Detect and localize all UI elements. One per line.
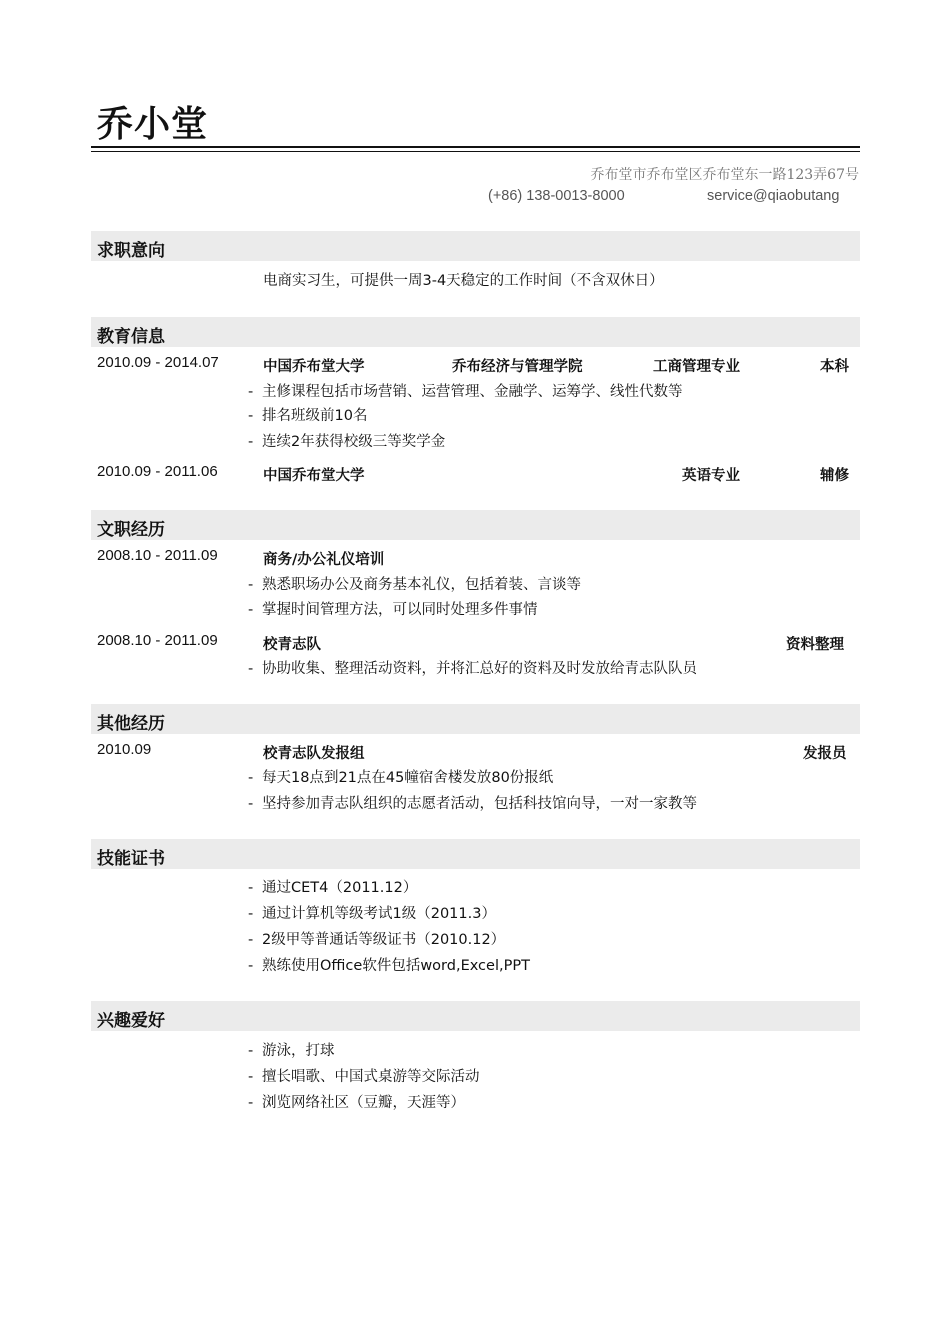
list-item-text: 浏览网络社区（豆瓣，天涯等） [262,1095,465,1111]
entry-org: 校青志队 [263,637,321,653]
bullet-dash: - [248,932,254,948]
section-title: 求职意向 [97,241,165,261]
phone: (+86) 138-0013-8000 [488,188,625,204]
entry-org: 校青志队发报组 [263,746,365,762]
degree-label: 辅修 [820,468,849,484]
list-item-text: 连续2年获得校级三等奖学金 [262,434,446,450]
address: 乔布堂市乔布堂区乔布堂东一路123弄67号 [590,167,859,183]
list-item [248,1039,335,1060]
bullet-dash: - [248,661,254,677]
bullet-dash: - [248,958,254,974]
bullet-dash: - [248,1069,254,1085]
bullet-dash: - [248,906,254,922]
bullet-dash: - [248,602,254,618]
bullet-dash: - [248,880,254,896]
section-title: 文职经历 [97,520,165,540]
section-other [91,704,860,734]
list-item-text: 通过CET4（2011.12） [262,880,418,896]
section-hobbies [91,1001,860,1031]
list-item [248,792,697,813]
email: service@qiaobutang [707,188,840,204]
bullet-dash: - [248,434,254,450]
entry-role: 资料整理 [786,637,844,653]
list-item-text: 熟悉职场办公及商务基本礼仪，包括着装、言谈等 [262,577,581,593]
section-title: 兴趣爱好 [97,1011,165,1031]
list-item-text: 通过计算机等级考试1级（2011.3） [262,906,496,922]
list-item [248,380,683,401]
entry-date: 2010.09 - 2011.06 [97,463,218,480]
section-objective [91,231,860,261]
list-item-text: 排名班级前10名 [262,408,368,424]
college-name: 乔布经济与管理学院 [452,359,583,375]
section-title: 技能证书 [97,849,165,869]
list-item [248,1065,480,1086]
section-skills [91,839,860,869]
school-name: 中国乔布堂大学 [263,359,365,375]
bullet-dash: - [248,1095,254,1111]
list-item-text: 主修课程包括市场营销、运营管理、金融学、运筹学、线性代数等 [262,384,683,400]
degree-label: 本科 [820,359,849,375]
list-item-text: 游泳，打球 [262,1043,335,1059]
list-item [248,598,538,619]
major-name: 工商管理专业 [653,359,740,375]
list-item [248,902,496,923]
section-title: 其他经历 [97,714,165,734]
list-item-text: 擅长唱歌、中国式桌游等交际活动 [262,1069,480,1085]
bullet-dash: - [248,1043,254,1059]
header-rule-thick [91,146,860,148]
list-item [248,430,445,451]
list-item-text: 协助收集、整理活动资料，并将汇总好的资料及时发放给青志队队员 [262,661,697,677]
bullet-dash: - [248,408,254,424]
entry-role: 发报员 [803,746,847,762]
bullet-dash: - [248,384,254,400]
resume-name: 乔小堂 [97,104,209,145]
section-title: 教育信息 [97,327,165,347]
header-rule-thin [91,151,860,152]
list-item [248,573,581,594]
entry-date: 2008.10 - 2011.09 [97,632,218,649]
list-item [248,876,417,897]
bullet-dash: - [248,770,254,786]
entry-date: 2010.09 [97,741,152,758]
entry-org: 商务/办公礼仪培训 [263,552,385,568]
list-item-text: 每天18点到21点在45幢宿舍楼发放80份报纸 [262,770,554,786]
list-item [248,1091,465,1112]
section-education [91,317,860,347]
list-item-text: 掌握时间管理方法，可以同时处理多件事情 [262,602,538,618]
entry-date: 2010.09 - 2014.07 [97,354,219,371]
list-item-text: 坚持参加青志队组织的志愿者活动，包括科技馆向导，一对一家教等 [262,796,697,812]
section-work [91,510,860,540]
bullet-dash: - [248,577,254,593]
list-item [248,766,553,787]
list-item [248,404,367,425]
school-name: 中国乔布堂大学 [263,468,365,484]
bullet-dash: - [248,796,254,812]
list-item [248,928,505,949]
major-name: 英语专业 [682,468,740,484]
entry-date: 2008.10 - 2011.09 [97,547,218,564]
list-item-text: 熟练使用Office软件包括word,Excel,PPT [262,958,530,974]
list-item [248,657,697,678]
list-item [248,954,530,975]
list-item-text: 2级甲等普通话等级证书（2010.12） [262,932,506,948]
objective-text: 电商实习生，可提供一周3-4天稳定的工作时间（不含双休日） [263,273,664,289]
